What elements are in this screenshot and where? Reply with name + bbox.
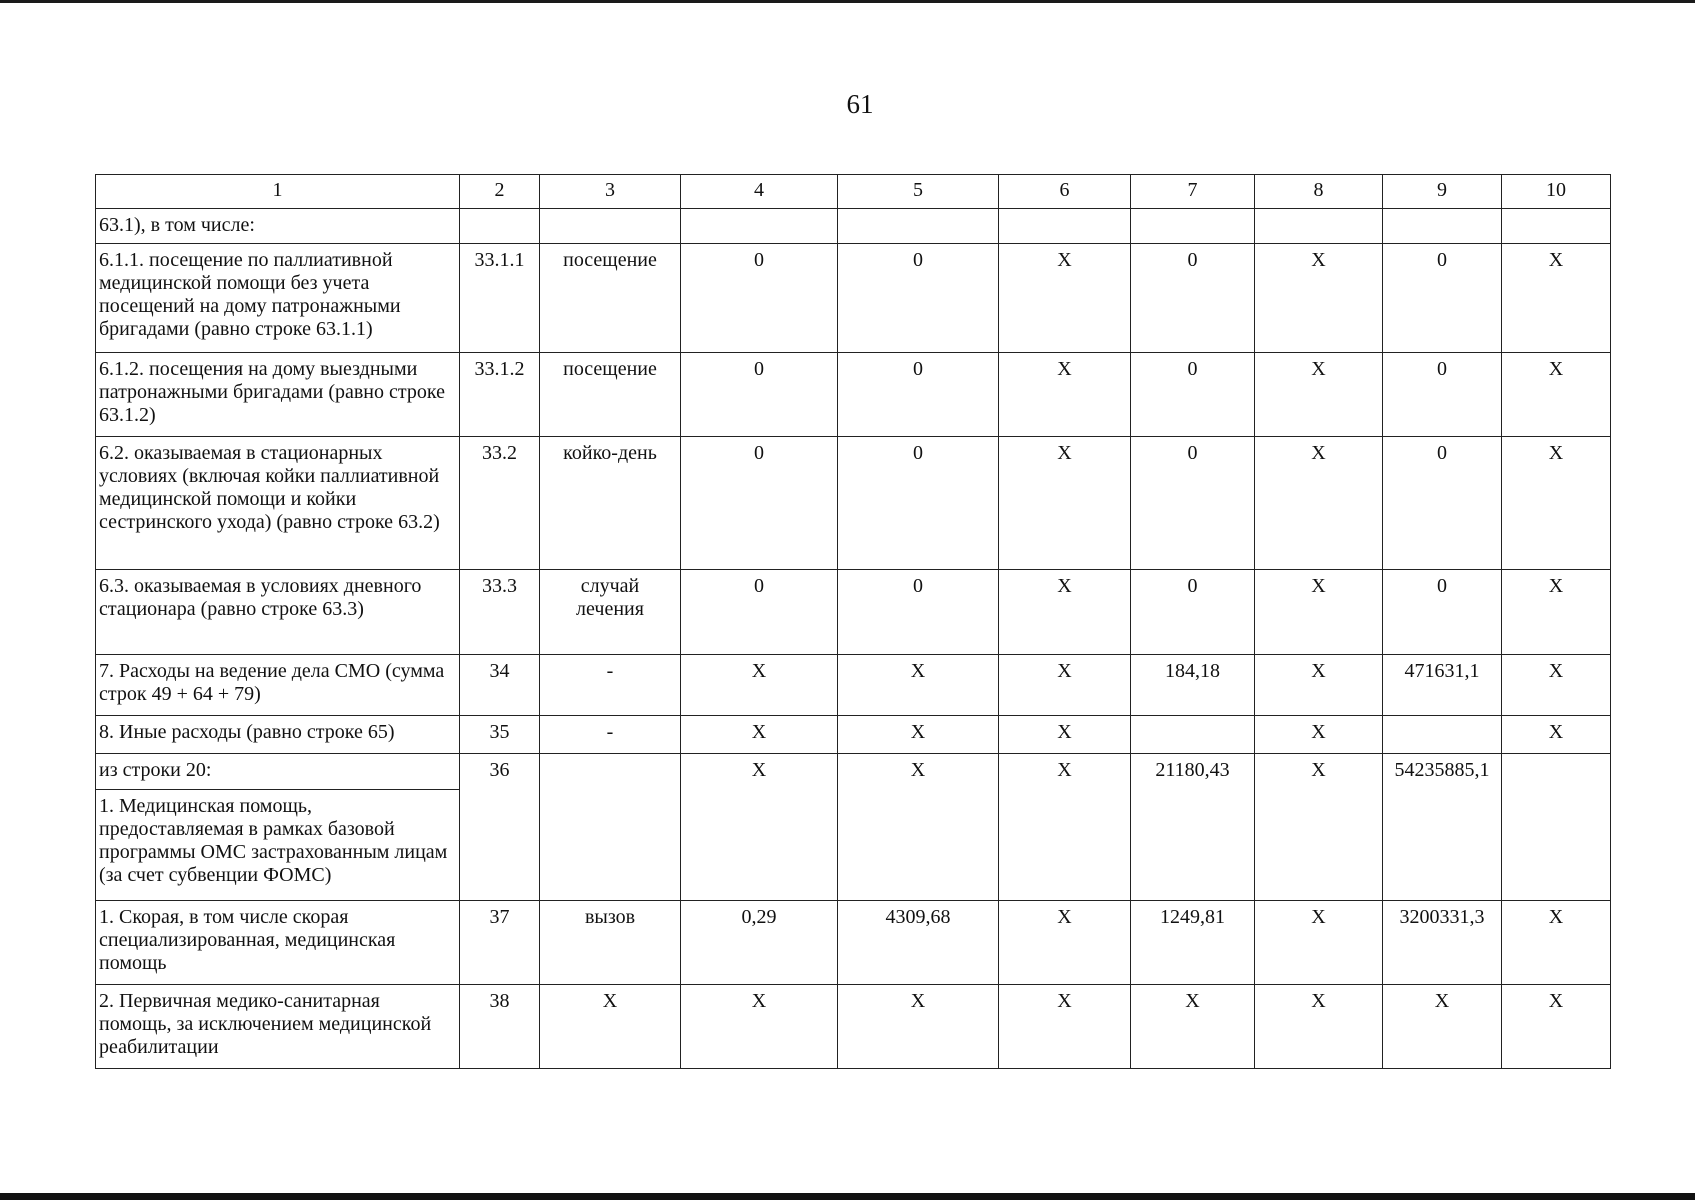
- table-row: [96, 655, 1611, 716]
- row-label: из строки 20:: [96, 754, 460, 790]
- table-cell: [540, 754, 681, 901]
- table-cell: X: [1255, 655, 1383, 716]
- table-cell: X: [1255, 985, 1383, 1069]
- table-cell: 0: [1383, 353, 1502, 437]
- table-cell: 3200331,3: [1383, 901, 1502, 985]
- table-cell: 33.1.2: [460, 353, 540, 437]
- top-border-line: [0, 0, 1695, 3]
- table-cell: [1383, 209, 1502, 244]
- table-cell: X: [999, 244, 1131, 353]
- table-cell: X: [999, 985, 1131, 1069]
- header-cell: 9: [1383, 175, 1502, 209]
- table-cell: X: [1255, 244, 1383, 353]
- table-cell: вызов: [540, 901, 681, 985]
- table-cell: -: [540, 716, 681, 754]
- table-cell: 0: [838, 244, 999, 353]
- table-cell: посещение: [540, 244, 681, 353]
- table-cell: X: [838, 655, 999, 716]
- table-cell: X: [1131, 985, 1255, 1069]
- header-cell: 1: [96, 175, 460, 209]
- table-cell: 54235885,1: [1383, 754, 1502, 901]
- table-cell: [1383, 716, 1502, 754]
- page-number: 61: [846, 89, 874, 119]
- bottom-border-line: [0, 1193, 1695, 1200]
- table-cell: 0: [1131, 570, 1255, 655]
- table-cell: X: [1255, 901, 1383, 985]
- row-label: 63.1), в том числе:: [96, 209, 460, 244]
- table-cell: [1502, 754, 1611, 901]
- table-cell: X: [681, 716, 838, 754]
- table-cell: 0: [1131, 353, 1255, 437]
- table-cell: X: [999, 716, 1131, 754]
- table-cell: X: [1255, 716, 1383, 754]
- table-row: [96, 570, 1611, 655]
- table-cell: X: [1502, 901, 1611, 985]
- table-cell: X: [1502, 353, 1611, 437]
- row-label: 2. Первичная медико-санитарная помощь, за исключением медицинской реабилитации: [96, 985, 460, 1069]
- table-cell: 33.3: [460, 570, 540, 655]
- table-cell: X: [681, 655, 838, 716]
- table-cell: X: [1255, 353, 1383, 437]
- table-cell: 0: [681, 353, 838, 437]
- table-body: [96, 175, 1611, 1069]
- table-cell: X: [838, 716, 999, 754]
- table-cell: X: [838, 985, 999, 1069]
- row-label: 1. Медицинская помощь, предоставляемая в рамках базовой программы ОМС застрахованным лицам (за счет субвенции ФОМС): [96, 790, 460, 901]
- table-cell: 36: [460, 754, 540, 901]
- table-cell: X: [1502, 655, 1611, 716]
- table-cell: 0: [681, 244, 838, 353]
- header-cell: 10: [1502, 175, 1611, 209]
- table-cell: 4309,68: [838, 901, 999, 985]
- table-cell: X: [999, 754, 1131, 901]
- table-cell: X: [681, 754, 838, 901]
- table-cell: [460, 209, 540, 244]
- table-cell: 33.1.1: [460, 244, 540, 353]
- data-table: [95, 174, 1611, 1069]
- row-label: 1. Скорая, в том числе скорая специализированная, медицинская помощь: [96, 901, 460, 985]
- table-cell: [1255, 209, 1383, 244]
- table-cell: посещение: [540, 353, 681, 437]
- table-cell: X: [1502, 437, 1611, 570]
- table-row: [96, 353, 1611, 437]
- table-cell: 34: [460, 655, 540, 716]
- table-cell: койко-день: [540, 437, 681, 570]
- row-label: 6.1.2. посещения на дому выездными патронажными бригадами (равно строке 63.1.2): [96, 353, 460, 437]
- header-cell: 4: [681, 175, 838, 209]
- table-row: [96, 985, 1611, 1069]
- table-cell: 0: [1383, 570, 1502, 655]
- table-cell: 0: [838, 437, 999, 570]
- table-cell: [1502, 209, 1611, 244]
- table-cell: 33.2: [460, 437, 540, 570]
- table-cell: [1131, 716, 1255, 754]
- table-cell: [1131, 209, 1255, 244]
- row-label: 7. Расходы на ведение дела СМО (сумма строк 49 + 64 + 79): [96, 655, 460, 716]
- table-cell: [999, 209, 1131, 244]
- table-cell: 37: [460, 901, 540, 985]
- table-cell: X: [1255, 570, 1383, 655]
- row-label: 8. Иные расходы (равно строке 65): [96, 716, 460, 754]
- header-cell: 5: [838, 175, 999, 209]
- table-cell: X: [999, 570, 1131, 655]
- table-row: [96, 244, 1611, 353]
- table-cell: случай лечения: [540, 570, 681, 655]
- table-cell: X: [838, 754, 999, 901]
- table-cell: 35: [460, 716, 540, 754]
- row-label: 6.3. оказываемая в условиях дневного стационара (равно строке 63.3): [96, 570, 460, 655]
- table-cell: X: [1502, 244, 1611, 353]
- table-cell: 0: [681, 437, 838, 570]
- header-cell: 3: [540, 175, 681, 209]
- table-cell: X: [999, 353, 1131, 437]
- table-cell: 0: [1383, 244, 1502, 353]
- table-cell: X: [999, 901, 1131, 985]
- table-cell: X: [681, 985, 838, 1069]
- header-cell: 8: [1255, 175, 1383, 209]
- table-row: [96, 437, 1611, 570]
- table-cell: 21180,43: [1131, 754, 1255, 901]
- table-cell: [681, 209, 838, 244]
- table-cell: 184,18: [1131, 655, 1255, 716]
- table-cell: [838, 209, 999, 244]
- table-cell: X: [540, 985, 681, 1069]
- table-row: [96, 716, 1611, 754]
- table-cell: 0: [1131, 244, 1255, 353]
- row-label: 6.1.1. посещение по паллиативной медицинской помощи без учета посещений на дому патронажными бригадами (равно строке 63.1.1): [96, 244, 460, 353]
- header-row: [96, 175, 1611, 209]
- table-cell: X: [999, 437, 1131, 570]
- table-cell: 0: [838, 570, 999, 655]
- table-cell: 0: [1131, 437, 1255, 570]
- table-cell: 0: [1383, 437, 1502, 570]
- table-cell: 38: [460, 985, 540, 1069]
- table-cell: X: [1502, 570, 1611, 655]
- table-cell: 0: [681, 570, 838, 655]
- table-cell: 0: [838, 353, 999, 437]
- table-cell: X: [999, 655, 1131, 716]
- table-cell: [540, 209, 681, 244]
- table-cell: X: [1383, 985, 1502, 1069]
- table-cell: X: [1255, 437, 1383, 570]
- table-cell: X: [1502, 985, 1611, 1069]
- table-row: [96, 754, 1611, 790]
- table-row: [96, 209, 1611, 244]
- table-cell: X: [1255, 754, 1383, 901]
- table-cell: 1249,81: [1131, 901, 1255, 985]
- table-row: [96, 901, 1611, 985]
- row-label: 6.2. оказываемая в стационарных условиях (включая койки паллиативной медицинской помощи и койки сестринского ухода) (равно строке 63.2): [96, 437, 460, 570]
- table-cell: X: [1502, 716, 1611, 754]
- header-cell: 7: [1131, 175, 1255, 209]
- table-cell: 0,29: [681, 901, 838, 985]
- table-cell: 471631,1: [1383, 655, 1502, 716]
- header-cell: 2: [460, 175, 540, 209]
- header-cell: 6: [999, 175, 1131, 209]
- table-cell: -: [540, 655, 681, 716]
